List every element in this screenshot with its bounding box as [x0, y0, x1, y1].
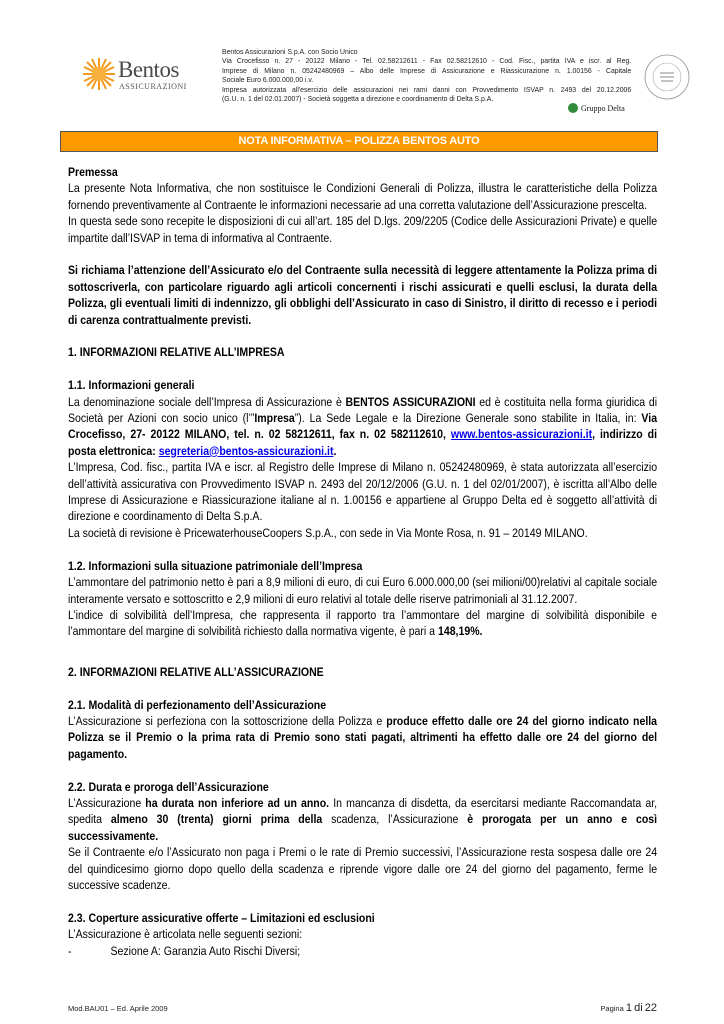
spacer: [68, 361, 657, 377]
text-run: 2.1. Modalità di perfezionamento dell’Assicurazione: [68, 697, 327, 712]
text-run: Impresa: [254, 411, 295, 426]
document-title: NOTA INFORMATIVA – POLIZZA BENTOS AUTO: [60, 131, 658, 152]
paragraph: [68, 262, 657, 328]
text-run: 2. INFORMAZIONI RELATIVE ALL’ASSICURAZIONE: [68, 664, 324, 679]
paragraph: [68, 180, 657, 213]
text-run: Sezione A: Garanzia Auto Rischi Diversi;: [110, 943, 301, 958]
paragraph: [68, 697, 657, 713]
spacer: [68, 328, 657, 344]
text-run: L’indice di solvibilità dell’Impresa, che rappresenta il rapporto tra l’ammontare del margine di solvibilità disponibile e l’ammontare del margine di solvibilità richiesto dalla normativa vigente, è pari a: [68, 607, 658, 639]
header-line: Impresa autorizzata all'esercizio delle assicurazioni nei rami danni con Provvedimento ISVAP n. 2493 del 20.12.2006: [222, 84, 632, 94]
paragraph: [68, 779, 657, 795]
spacer: [68, 762, 657, 778]
paragraph: [68, 377, 657, 393]
spacer: [68, 246, 657, 262]
link[interactable]: segreteria@bentos-assicurazioni.it: [158, 443, 334, 458]
paragraph: [68, 344, 657, 360]
text-run: almeno 30 (trenta) giorni prima della: [110, 812, 323, 827]
text-run: 2.3. Coperture assicurative offerte – Limitazioni ed esclusioni: [68, 910, 375, 925]
text-run: ed è costituita nella forma giuridica di Società per Azioni con socio unico (l’”: [68, 394, 658, 426]
link[interactable]: www.bentos-assicurazioni.it: [450, 427, 593, 442]
footer-model: Mod.BAU01 – Ed. Aprile 2009: [68, 1004, 168, 1013]
text-run: produce effetto dalle ore 24 del giorno indicato nella Polizza se il Premio o la prima rata di Premio sono stati pagati, altrimenti ha effetto dalle ore 24 del giorno del pagamento.: [68, 713, 658, 761]
document-body: [68, 164, 657, 959]
text-run: -: [68, 943, 72, 958]
spacer: [68, 640, 657, 664]
text-run: ”). La Sede Legale e la Direzione Generale sono stabilite in Italia, in:: [294, 411, 642, 426]
header-line: Via Crocefisso n. 27 - 20122 Milano - Tel. 02.58212611 - Fax 02.58212610 - Cod. Fisc., partita IVA e iscr. al Reg.: [222, 56, 632, 66]
text-run: L’Assicurazione è articolata nelle seguenti sezioni:: [68, 927, 303, 942]
text-run: .: [333, 443, 337, 458]
text-run: In mancanza di disdetta, da esercitarsi mediante Raccomandata ar, spedita: [68, 795, 658, 827]
text-run: L’Assicurazione: [68, 795, 146, 810]
text-run: Premessa: [68, 165, 118, 179]
list-item: [68, 943, 657, 959]
text-run: Si richiama l’attenzione dell’Assicurato e/o del Contraente sulla necessità di leggere attentamente la Polizza prima di sottoscriverla, con particolare riguardo agli articoli concernenti i rischi assicurati e quelli esclusi, la durata della Polizza, gli eventuali limiti di indennizzo, gli obblighi dell’Assicurato in caso di Sinistro, il diritto di recesso e i periodi di carenza contrattualmente previsti.: [68, 263, 658, 327]
paragraph: [68, 607, 657, 640]
logo-name: Bentos: [118, 57, 179, 82]
header-line: Bentos Assicurazioni S.p.A. con Socio Unico: [222, 47, 358, 56]
paragraph: [68, 574, 657, 607]
paragraph: [68, 164, 657, 180]
text-run: 148,19%.: [437, 624, 483, 639]
text-run: L’Assicurazione si perfeziona con la sottoscrizione della Polizza e: [68, 713, 387, 728]
text-run: In questa sede sono recepite le disposizioni di cui all’art. 185 del D.lgs. 209/2205 (Codice delle Assicurazioni Private) e quelle impartite dall’ISVAP in tema di informativa al Contraente.: [68, 214, 658, 245]
text-run: La denominazione sociale dell’Impresa di Assicurazione è: [68, 394, 346, 409]
text-run: 1.2. Informazioni sulla situazione patrimoniale dell’Impresa: [68, 558, 363, 573]
text-run: 1.1. Informazioni generali: [68, 378, 195, 393]
text-run: è prorogata per un anno e così successivamente.: [68, 812, 658, 843]
page-of: di: [634, 1002, 643, 1014]
paragraph: [68, 664, 657, 680]
current-page: 1: [625, 1002, 632, 1014]
delta-logo-text: Gruppo Delta: [581, 103, 625, 113]
page-content: [68, 0, 657, 1024]
text-run: Via Crocefisso, 27- 20122 MILANO, tel. n. 02 58212611, fax n. 02 582112610,: [68, 411, 658, 442]
paragraph: [68, 213, 657, 246]
page-footer: [68, 988, 657, 1024]
text-run: 1. INFORMAZIONI RELATIVE ALL’IMPRESA: [68, 345, 285, 360]
text-run: , indirizzo di posta elettronica:: [68, 427, 658, 458]
page-label: Pagina: [600, 1004, 624, 1013]
header-line: Imprese di Milano n. 05242480969 – Albo delle Imprese di Assicurazione e Riassicurazione n. 1.00156 - Capitale: [222, 65, 632, 75]
text-run: Se il Contraente e/o l’Assicurato non paga i Premi o le rate di Premio successivi, l’Assicurazione resta sospesa dalle ore 24 del quindicesimo giorno dopo quello della scadenza e riprende vigore dalle ore 24 del giorno del pagamento, ferme le successive scadenze.: [68, 845, 658, 892]
paragraph: [68, 713, 657, 762]
paragraph: [68, 525, 657, 541]
logo-subtitle: ASSICURAZIONI: [119, 82, 187, 91]
paragraph: [68, 558, 657, 574]
text-run: L’Impresa, Cod. fisc., partita IVA e iscr. al Registro delle Imprese di Milano n. 05242480969, è stata autorizzata all’esercizio dell’attività assicurativa con Provvedimento ISVAP n. 2493 del 20/12/2006 (G.U. n. 1 del 02/01/2007), è iscritta all’Albo delle Imprese di Assicurazione e Riassicurazione italiane al n. 1.00156 e appartiene al Gruppo Delta ed è soggetto all’attività di direzione e coordinamento di Delta S.p.A.: [68, 460, 658, 524]
header-line: Sociale Euro 6.000.000,00 i.v.: [222, 75, 314, 85]
text-run: L’ammontare del patrimonio netto è pari a 8,9 milioni di euro, di cui Euro 6.000.000,00 (sei milioni/00)relativi al capitale sociale interamente versato e sottoscritto e 2,9 milioni di euro relativi al totale delle riserve patrimoniali al 31.12.2007.: [68, 575, 658, 606]
spacer: [68, 893, 657, 909]
text-run: La società di revisione è PricewaterhouseCoopers S.p.A., con sede in Via Monte Rosa, n. 91 – 20149 MILANO.: [68, 525, 588, 540]
text-run: BENTOS ASSICURAZIONI: [345, 394, 476, 409]
paragraph: [68, 926, 657, 942]
text-run: 2.2. Durata e proroga dell’Assicurazione: [68, 779, 269, 794]
text-run: ha durata non inferiore ad un anno.: [145, 795, 330, 810]
total-pages: 22: [644, 1002, 657, 1014]
paragraph: [68, 910, 657, 926]
spacer: [68, 680, 657, 696]
text-run: scadenza, l’Assicurazione: [322, 812, 468, 827]
header-line: (G.U. n. 1 del 02.01.2007) - Società soggetta a direzione e coordinamento di Delta S.p.A.: [222, 94, 494, 104]
paragraph: [68, 394, 657, 460]
paragraph: [68, 795, 657, 844]
spacer: [68, 541, 657, 557]
text-run: La presente Nota Informativa, che non sostituisce le Condizioni Generali di Polizza, illustra le caratteristiche della Polizza fornendo preventivamente al Contraente le informazioni necessarie ad una corretta valutazione dell’Assicurazione prescelta.: [68, 181, 658, 212]
paragraph: [68, 844, 657, 893]
paragraph: [68, 459, 657, 525]
page-number: [600, 1002, 657, 1014]
